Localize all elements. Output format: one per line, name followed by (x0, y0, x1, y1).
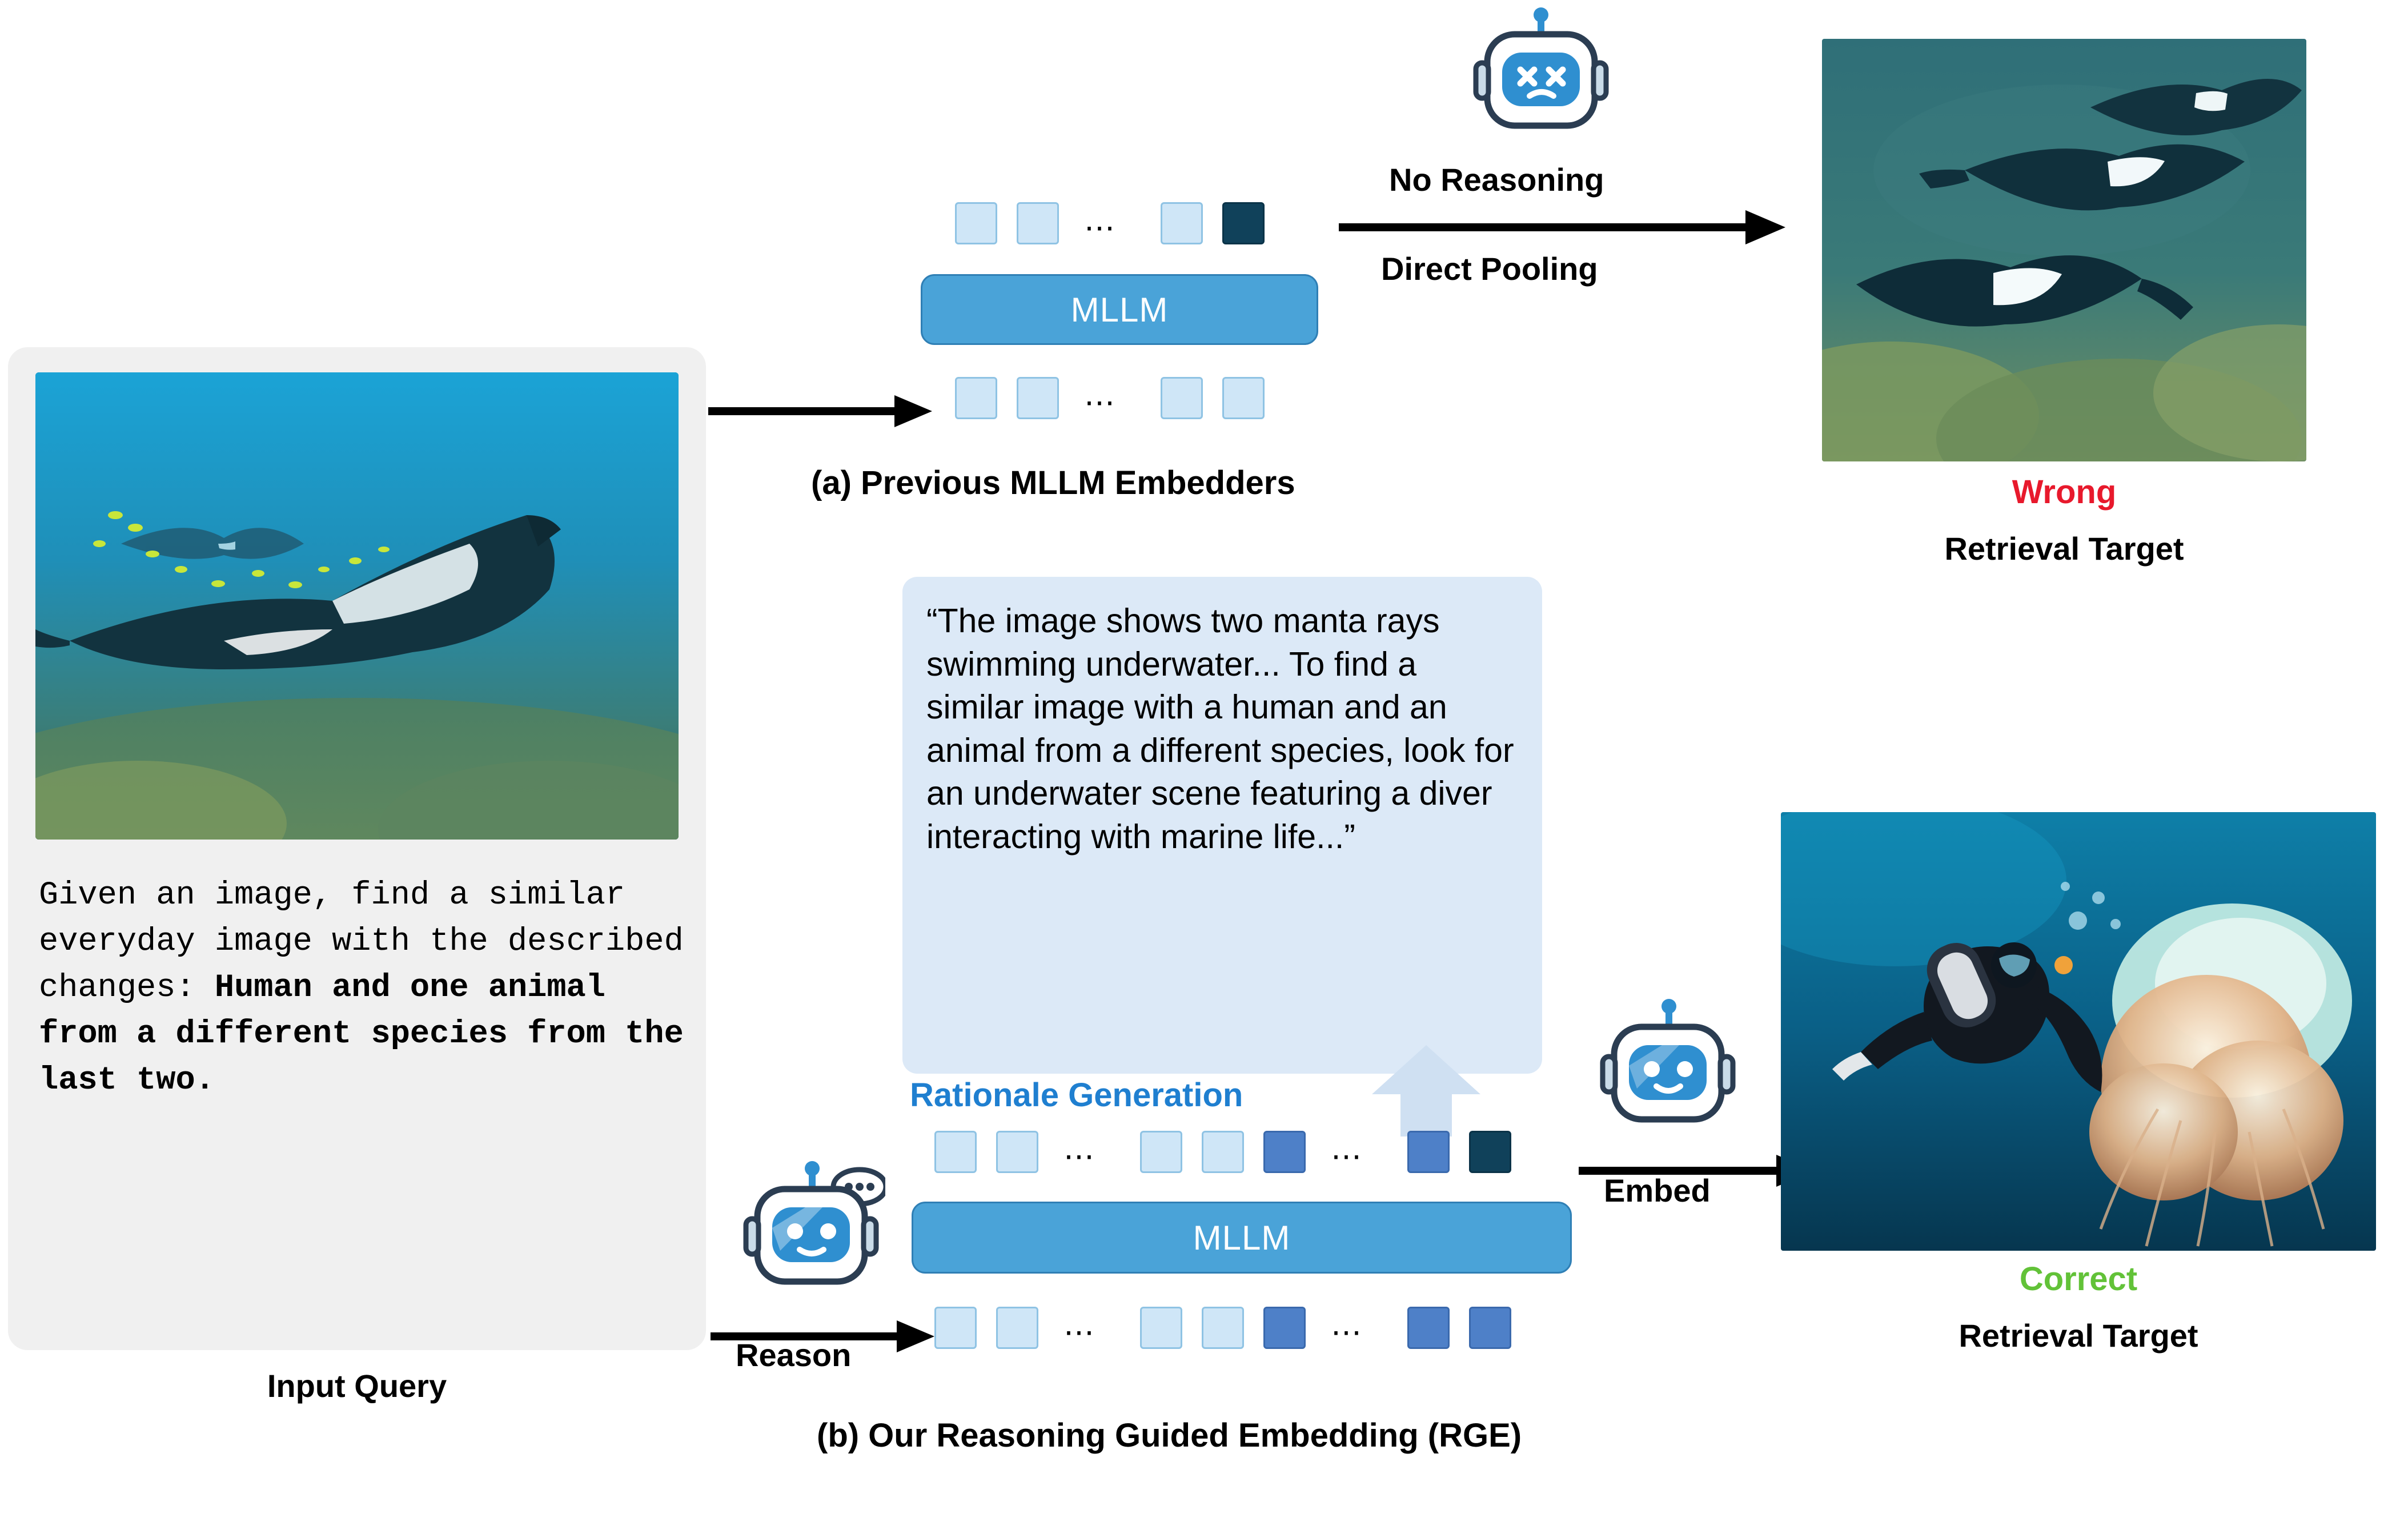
query-instruction-bold: Human and one animal from a different species from the last two. (39, 969, 704, 1099)
token-a-top-2 (1017, 202, 1059, 244)
token-b-top-6 (1407, 1131, 1450, 1173)
query-instruction-text (39, 873, 704, 1104)
token-a-bottom-2 (1017, 377, 1059, 419)
token-a-top-ellipsis: ⋯ (1084, 211, 1117, 245)
happy-robot-icon (1599, 997, 1742, 1140)
token-b-bottom-3 (1140, 1307, 1182, 1349)
token-b-top-5 (1263, 1131, 1306, 1173)
rationale-up-arrow (1360, 1045, 1492, 1137)
token-a-bottom-4 (1222, 377, 1265, 419)
token-a-top-1 (955, 202, 997, 244)
input-query-caption: Input Query (267, 1368, 447, 1404)
mllm-a-label: MLLM (1070, 290, 1169, 329)
mllm-box-b (912, 1202, 1572, 1274)
token-b-bottom-2 (996, 1307, 1038, 1349)
direct-pooling-label: Direct Pooling (1381, 251, 1598, 287)
rationale-text: “The image shows two manta rays swimming underwater... To find a similar image with a human and an animal from a different species, look for an underwater scene featuring a diver interacting with marine life...” (926, 602, 1524, 856)
token-b-bottom-4 (1202, 1307, 1244, 1349)
arrow-query-to-mllm-a (706, 377, 934, 445)
thinking-robot-icon (743, 1159, 885, 1308)
query-image (35, 372, 679, 840)
token-b-bottom-ellipsis-2: ⋯ (1331, 1315, 1364, 1350)
token-b-top-7 (1469, 1131, 1511, 1173)
section-b-caption: (b) Our Reasoning Guided Embedding (RGE) (817, 1417, 1522, 1454)
rationale-bubble (902, 577, 1542, 1074)
wrong-retrieval-target-label: Retrieval Target (1944, 531, 2184, 567)
token-a-top-4 (1222, 202, 1265, 244)
query-instruction-plain: Given an image, find a similar everyday image with the described changes: (39, 877, 704, 1006)
wrong-verdict-label: Wrong (2012, 473, 2117, 511)
sad-robot-icon (1472, 6, 1610, 148)
token-b-top-3 (1140, 1131, 1182, 1173)
mllm-b-label: MLLM (1193, 1218, 1291, 1257)
token-a-bottom-1 (955, 377, 997, 419)
correct-retrieval-image (1781, 812, 2376, 1251)
token-a-bottom-3 (1161, 377, 1203, 419)
token-a-bottom-ellipsis: ⋯ (1084, 385, 1117, 420)
token-b-top-1 (934, 1131, 977, 1173)
correct-retrieval-target-label: Retrieval Target (1958, 1318, 2198, 1354)
token-b-top-ellipsis-2: ⋯ (1331, 1139, 1364, 1174)
token-b-bottom-5 (1263, 1307, 1306, 1349)
input-query-panel (8, 347, 706, 1350)
token-b-bottom-6 (1407, 1307, 1450, 1349)
rationale-generation-label: Rationale Generation (910, 1077, 1243, 1114)
token-b-bottom-ellipsis-1: ⋯ (1063, 1315, 1097, 1350)
token-b-top-2 (996, 1131, 1038, 1173)
mllm-box-a (921, 274, 1318, 345)
embed-label: Embed (1604, 1172, 1711, 1208)
arrow-a-to-result (1337, 199, 1788, 256)
section-a-caption: (a) Previous MLLM Embedders (811, 464, 1295, 501)
token-b-bottom-1 (934, 1307, 977, 1349)
token-b-bottom-7 (1469, 1307, 1511, 1349)
wrong-retrieval-image (1822, 39, 2306, 461)
correct-verdict-label: Correct (2019, 1260, 2138, 1298)
token-b-top-ellipsis-1: ⋯ (1063, 1139, 1097, 1174)
reason-label: Reason (736, 1337, 852, 1373)
token-a-top-3 (1161, 202, 1203, 244)
no-reasoning-label: No Reasoning (1389, 162, 1604, 198)
token-b-top-4 (1202, 1131, 1244, 1173)
